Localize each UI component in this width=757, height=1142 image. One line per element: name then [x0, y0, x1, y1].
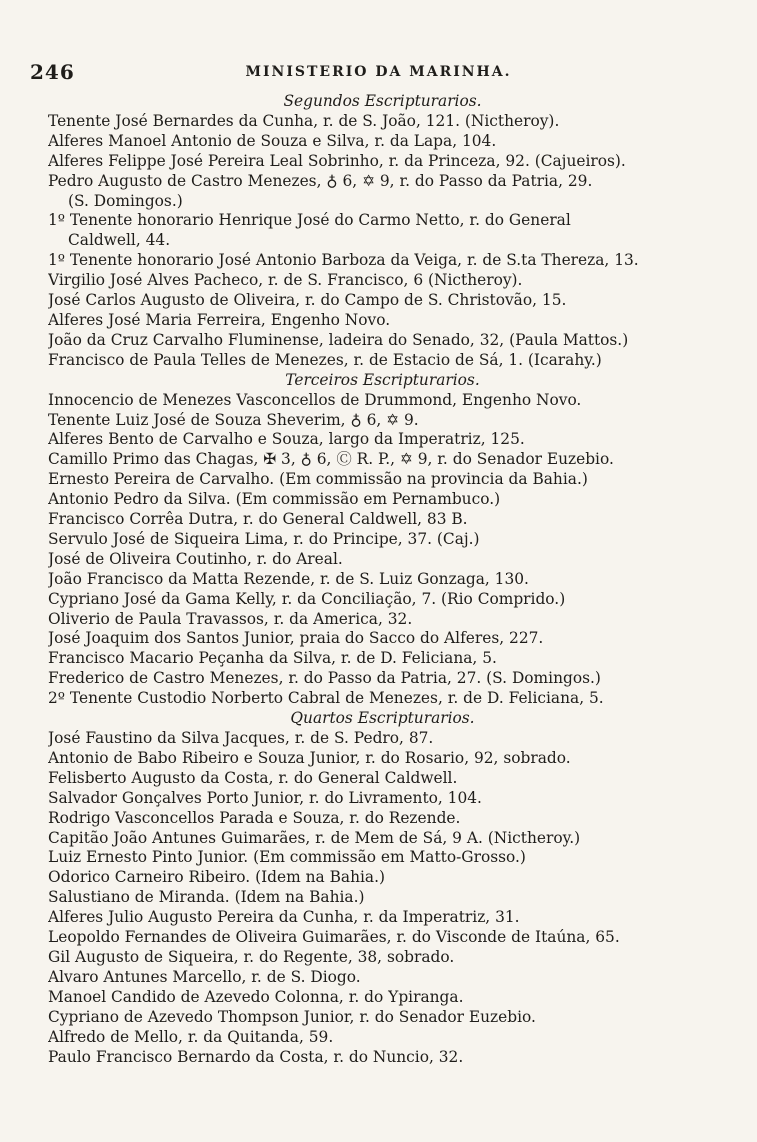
list-item: Alferes Manoel Antonio de Souza e Silva, r. da Lapa, 104.	[48, 131, 497, 150]
list-item: Frederico de Castro Menezes, r. do Passo da Patria, 27. (S. Domingos.)	[48, 669, 601, 688]
list-item: Tenente Luiz José de Souza Sheverim, ♁ 6, ✡ 9.	[48, 410, 419, 429]
list-item: Felisberto Augusto da Costa, r. do General Caldwell.	[48, 768, 458, 787]
list-item: Francisco de Paula Telles de Menezes, r. de Estacio de Sá, 1. (Icarahy.)	[48, 350, 602, 369]
list-item: Francisco Macario Peçanha da Silva, r. de D. Feliciana, 5.	[48, 649, 497, 668]
list-item: Odorico Carneiro Ribeiro. (Idem na Bahia.)	[48, 868, 385, 887]
list-item: Servulo José de Siqueira Lima, r. do Principe, 37. (Caj.)	[48, 529, 480, 548]
section-title-terceiros: Terceiros Escripturarios.	[285, 370, 480, 389]
list-item: Salvador Gonçalves Porto Junior, r. do Livramento, 104.	[48, 788, 482, 807]
page-header	[0, 60, 757, 86]
list-item-continuation: Caldwell, 44.	[68, 231, 171, 250]
list-item: Capitão João Antunes Guimarães, r. de Mem de Sá, 9 A. (Nictheroy.)	[48, 828, 581, 847]
list-item: Camillo Primo das Chagas, ✠ 3, ♁ 6, Ⓒ R. P., ✡ 9, r. do Senador Euzebio.	[48, 450, 614, 469]
list-item: Paulo Francisco Bernardo da Costa, r. do Nuncio, 32.	[48, 1047, 464, 1066]
list-item: José Faustino da Silva Jacques, r. de S. Pedro, 87.	[48, 729, 434, 747]
list-item: Alferes José Maria Ferreira, Engenho Novo.	[48, 310, 391, 329]
list-item: Francisco Corrêa Dutra, r. do General Caldwell, 83 B.	[48, 510, 468, 529]
list-item: Alvaro Antunes Marcello, r. de S. Diogo.	[48, 967, 361, 986]
list-item: Tenente José Bernardes da Cunha, r. de S. João, 121. (Nictheroy).	[48, 111, 560, 130]
list-item: Alferes Julio Augusto Pereira da Cunha, r. da Imperatriz, 31.	[48, 908, 520, 927]
list-item: Manoel Candido de Azevedo Colonna, r. do Ypiranga.	[48, 987, 464, 1006]
list-item: Oliverio de Paula Travassos, r. da America, 32.	[48, 609, 413, 628]
section-title-segundos: Segundos Escripturarios.	[283, 92, 482, 110]
page-number: 246	[30, 60, 75, 84]
list-item: Antonio de Babo Ribeiro e Souza Junior, r. do Rosario, 92, sobrado.	[48, 748, 571, 767]
list-item: José de Oliveira Coutinho, r. do Areal.	[48, 549, 343, 568]
list-item: 1º Tenente honorario José Antonio Barboza da Veiga, r. de S.ta Thereza, 13.	[48, 251, 639, 270]
list-item: 1º Tenente honorario Henrique José do Carmo Netto, r. do General	[48, 211, 571, 230]
list-item-continuation: (S. Domingos.)	[68, 191, 183, 210]
list-item: Pedro Augusto de Castro Menezes, ♁ 6, ✡ 9, r. do Passo da Patria, 29.	[48, 171, 593, 190]
list-item: Alfredo de Mello, r. da Quitanda, 59.	[48, 1027, 334, 1046]
list-item: Alferes Felippe José Pereira Leal Sobrinho, r. da Princeza, 92. (Cajueiros).	[48, 151, 626, 170]
page-title: MINISTERIO DA MARINHA.	[245, 64, 512, 80]
list-item: Luiz Ernesto Pinto Junior. (Em commissão em Matto-Grosso.)	[48, 848, 526, 867]
page-content	[48, 92, 717, 1067]
section-title-quartos: Quartos Escripturarios.	[290, 709, 475, 728]
list-item: Alferes Bento de Carvalho e Souza, largo da Imperatriz, 125.	[48, 430, 525, 449]
list-item: Virgilio José Alves Pacheco, r. de S. Francisco, 6 (Nictheroy).	[48, 271, 523, 290]
list-item: Cypriano José da Gama Kelly, r. da Conciliação, 7. (Rio Comprido.)	[48, 589, 566, 608]
list-item: Leopoldo Fernandes de Oliveira Guimarães, r. do Visconde de Itaúna, 65.	[48, 928, 620, 947]
list-item: Salustiano de Miranda. (Idem na Bahia.)	[48, 888, 365, 907]
list-item: José Joaquim dos Santos Junior, praia do Sacco do Alferes, 227.	[48, 629, 544, 648]
list-item: José Carlos Augusto de Oliveira, r. do Campo de S. Christovão, 15.	[48, 291, 567, 310]
list-item: Innocencio de Menezes Vasconcellos de Drummond, Engenho Novo.	[48, 390, 582, 409]
list-item: Antonio Pedro da Silva. (Em commissão em Pernambuco.)	[48, 490, 501, 509]
list-item: 2º Tenente Custodio Norberto Cabral de Menezes, r. de D. Feliciana, 5.	[48, 689, 604, 708]
list-item: Rodrigo Vasconcellos Parada e Souza, r. do Rezende.	[48, 808, 461, 827]
list-item: Cypriano de Azevedo Thompson Junior, r. do Senador Euzebio.	[48, 1007, 536, 1026]
list-item: João da Cruz Carvalho Fluminense, ladeira do Senado, 32, (Paula Mattos.)	[48, 330, 629, 349]
list-item: Gil Augusto de Siqueira, r. do Regente, 38, sobrado.	[48, 947, 455, 966]
list-item: Ernesto Pereira de Carvalho. (Em commissão na provincia da Bahia.)	[48, 470, 588, 489]
list-item: João Francisco da Matta Rezende, r. de S. Luiz Gonzaga, 130.	[48, 569, 529, 588]
